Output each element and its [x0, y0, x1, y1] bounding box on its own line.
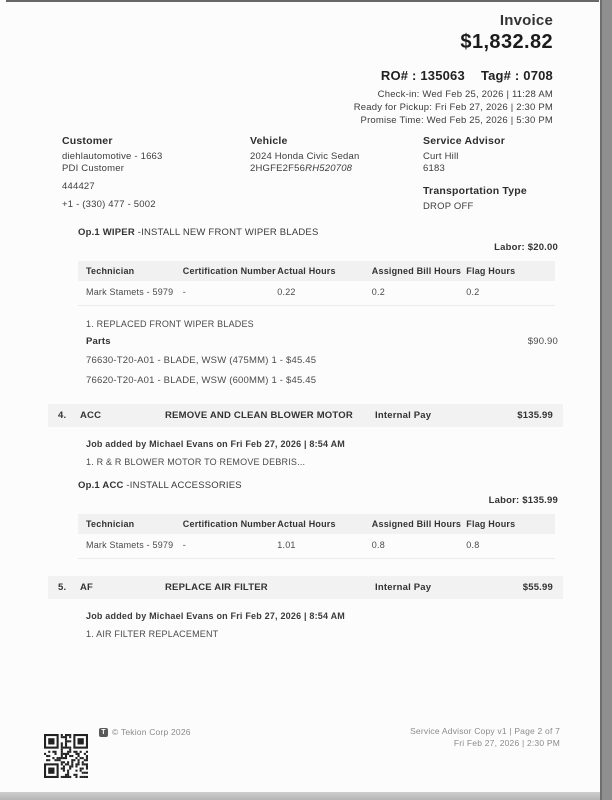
- cell-actual-hours: 1.01: [277, 540, 296, 550]
- header-flag-hours: Flag Hours: [466, 519, 516, 529]
- vehicle-block: [250, 135, 415, 175]
- wiper-story-line: 1. REPLACED FRONT WIPER BLADES: [86, 319, 254, 329]
- table-row: [78, 281, 555, 306]
- service-advisor-block: [423, 135, 573, 213]
- cell-certification: -: [182, 540, 186, 550]
- customer-block: [62, 135, 242, 211]
- job5-story-line: 1. AIR FILTER REPLACEMENT: [86, 629, 219, 639]
- job5-code: AF: [80, 582, 94, 593]
- cell-assigned-bill-hours: 0.2: [371, 287, 385, 297]
- qr-code: [44, 734, 88, 778]
- cell-flag-hours: 0.2: [466, 287, 480, 297]
- scan-edge-bottom: [0, 792, 600, 800]
- cell-assigned-bill-hours: 0.8: [371, 540, 385, 550]
- service-advisor-title: Service Advisor: [423, 135, 505, 147]
- part-line: 76630-T20-A01 - BLADE, WSW (475MM) 1 - $45.45: [86, 355, 317, 366]
- header-assigned-bill-hours: Assigned Bill Hours: [371, 266, 462, 276]
- footer-copy-label: Service Advisor Copy v1 | Page 2 of 7: [410, 726, 560, 736]
- job4-pay-type: Internal Pay: [375, 410, 432, 421]
- acc-op-line: Op.1 ACC -INSTALL ACCESSORIES: [78, 480, 242, 491]
- invoice-body: [48, 222, 563, 639]
- job4-code: ACC: [80, 410, 102, 421]
- scan-edge-right: [600, 0, 612, 800]
- acc-technician-table: [78, 514, 555, 559]
- header-certification: Certification Number: [182, 519, 276, 529]
- ro-number: RO# : 135063: [380, 68, 465, 83]
- ro-tag-line: [354, 68, 553, 83]
- service-advisor-name: Curt Hill: [423, 151, 459, 162]
- invoice-times: [354, 88, 553, 127]
- vehicle-vin: 2HGFE2F56RH520708: [250, 163, 353, 174]
- header-technician: Technician: [86, 266, 135, 276]
- footer-left: [99, 727, 191, 737]
- job5-pay-type: Internal Pay: [375, 582, 432, 593]
- transportation-value: DROP OFF: [423, 201, 474, 212]
- cell-technician: Mark Stamets - 5979: [86, 540, 174, 550]
- wiper-technician-table: [78, 261, 555, 306]
- job4-story-line: 1. R & R BLOWER MOTOR TO REMOVE DEBRIS...: [86, 457, 306, 467]
- header-actual-hours: Actual Hours: [277, 266, 336, 276]
- header-actual-hours: Actual Hours: [277, 519, 336, 529]
- cell-flag-hours: 0.8: [466, 540, 480, 550]
- table-header-row: [78, 261, 555, 281]
- customer-phone: +1 - (330) 477 - 5002: [62, 199, 156, 210]
- service-advisor-id: 6183: [423, 163, 445, 174]
- cell-technician: Mark Stamets - 5979: [86, 287, 174, 297]
- customer-number: 444427: [62, 181, 95, 192]
- job5-number: 5.: [58, 582, 67, 593]
- footer-right: [410, 725, 560, 749]
- job4-title: REMOVE AND CLEAN BLOWER MOTOR: [165, 410, 353, 421]
- acc-labor-total: Labor: $135.99: [488, 495, 558, 506]
- invoice-header: [354, 12, 553, 127]
- job5-header-row: [48, 576, 563, 599]
- parts-label: Parts: [86, 336, 111, 347]
- tekion-logo-icon: T: [99, 728, 108, 737]
- job5-amount: $55.99: [522, 582, 553, 593]
- job4-added-by: Job added by Michael Evans on Fri Feb 27, 2026 | 8:54 AM: [86, 439, 345, 449]
- table-row: [78, 534, 555, 559]
- footer-copyright: © Tekion Corp 2026: [112, 727, 191, 737]
- wiper-labor-total: Labor: $20.00: [494, 242, 558, 253]
- check-in-time: Check-in: Wed Feb 25, 2026 | 11:28 AM: [377, 89, 553, 100]
- vehicle-title: Vehicle: [250, 135, 288, 147]
- header-technician: Technician: [86, 519, 135, 529]
- ready-for-pickup-time: Ready for Pickup: Fri Feb 27, 2026 | 2:30 PM: [353, 102, 553, 113]
- job5-added-by: Job added by Michael Evans on Fri Feb 27, 2026 | 8:54 AM: [86, 611, 345, 621]
- header-certification: Certification Number: [182, 266, 276, 276]
- vehicle-model: 2024 Honda Civic Sedan: [250, 151, 360, 162]
- part-line: 76620-T20-A01 - BLADE, WSW (600MM) 1 - $45.45: [86, 375, 317, 386]
- invoice-total: $1,832.82: [460, 31, 553, 53]
- footer-printed-time: Fri Feb 27, 2026 | 2:30 PM: [453, 738, 560, 748]
- tag-number: Tag# : 0708: [480, 68, 553, 83]
- transportation-block: [423, 185, 573, 213]
- cell-certification: -: [182, 287, 186, 297]
- invoice-title: Invoice: [499, 12, 553, 29]
- job4-number: 4.: [58, 410, 67, 421]
- customer-title: Customer: [62, 135, 113, 147]
- job4-header-row: [48, 404, 563, 427]
- job4-amount: $135.99: [517, 410, 553, 421]
- parts-total: $90.90: [527, 336, 558, 347]
- job5-title: REPLACE AIR FILTER: [165, 582, 268, 593]
- promise-time: Promise Time: Wed Feb 25, 2026 | 5:30 PM: [360, 115, 553, 126]
- customer-type: PDI Customer: [62, 163, 125, 174]
- customer-name: diehlautomotive - 1663: [62, 151, 163, 162]
- wiper-op-line: Op.1 WIPER -INSTALL NEW FRONT WIPER BLADES: [78, 227, 319, 238]
- scan-edge-top: [6, 0, 599, 2]
- table-header-row: [78, 514, 555, 534]
- header-flag-hours: Flag Hours: [466, 266, 516, 276]
- header-assigned-bill-hours: Assigned Bill Hours: [371, 519, 462, 529]
- transportation-title: Transportation Type: [423, 185, 527, 197]
- cell-actual-hours: 0.22: [277, 287, 296, 297]
- parts-summary-row: [86, 336, 563, 347]
